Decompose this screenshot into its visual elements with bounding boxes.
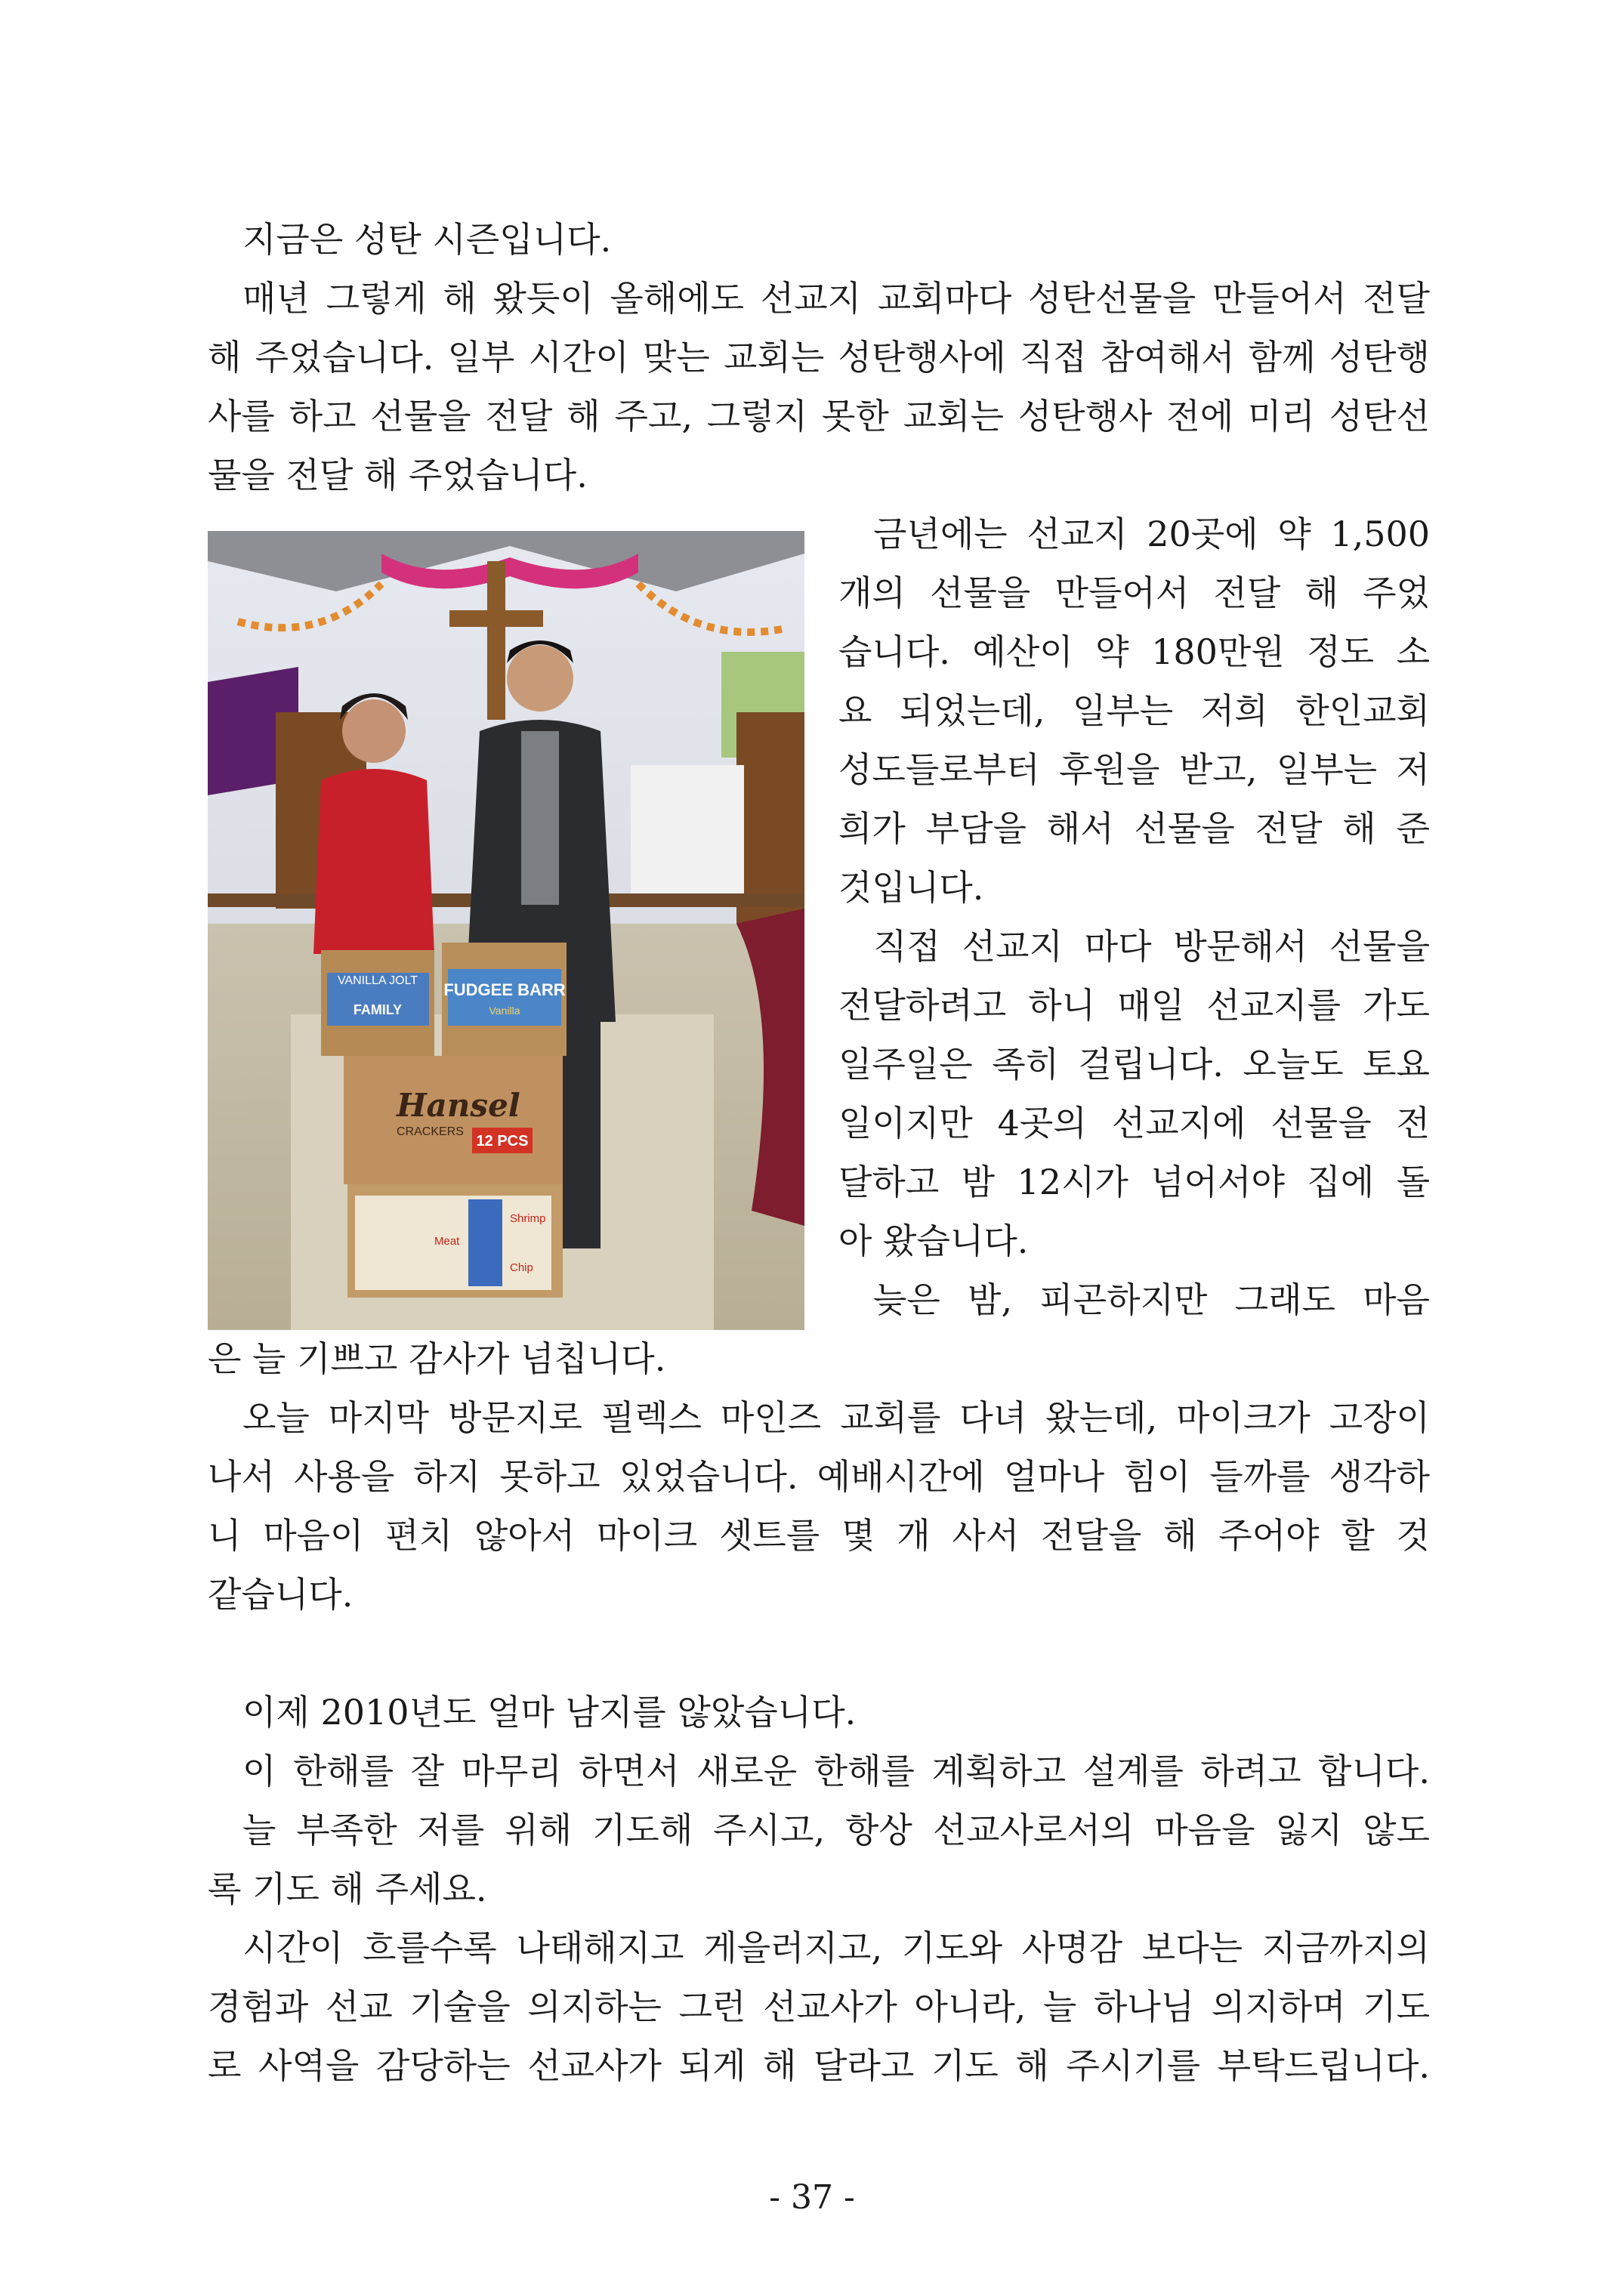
- paragraph-line: 록 기도 해 주세요.: [208, 1869, 487, 1909]
- box-label: Shrimp: [510, 1212, 546, 1225]
- box-label: FUDGEE BARR: [443, 980, 566, 999]
- box-label: CRACKERS: [397, 1125, 464, 1138]
- paragraph-line: 일이지만 4곳의 선교지에 선물을 전: [838, 1103, 1430, 1143]
- paragraph-line: 직접 선교지 마다 방문해서 선물을: [873, 926, 1430, 967]
- paragraph-line: 습니다. 예산이 약 180만원 정도 소: [838, 631, 1430, 672]
- paragraph-line: 은 늘 기쁘고 감사가 넘칩니다.: [208, 1338, 666, 1379]
- paragraph-line: 매년 그렇게 해 왔듯이 올해에도 선교지 교회마다 성탄선물을 만들어서 전달: [242, 278, 1430, 319]
- box-label: Vanilla: [489, 1005, 520, 1017]
- paragraph-line: 일주일은 족히 걸립니다. 오늘도 토요: [838, 1044, 1430, 1085]
- paragraph-line: 희가 부담을 해서 선물을 전달 해 준: [838, 808, 1430, 849]
- paragraph-line: 것입니다.: [838, 867, 984, 908]
- paragraph-line: 해 주었습니다. 일부 시간이 맞는 교회는 성탄행사에 직접 참여해서 함께 성탄행: [208, 337, 1430, 378]
- paragraph-line: 달하고 밤 12시가 넘어서야 집에 돌: [838, 1162, 1430, 1202]
- paragraph-line: 같습니다.: [208, 1574, 354, 1615]
- paragraph-line: 늘 부족한 저를 위해 기도해 주시고, 항상 선교사로서의 마음을 잃지 않도: [242, 1810, 1430, 1850]
- paragraph-line: 사를 하고 선물을 전달 해 주고, 그렇지 못한 교회는 성탄행사 전에 미리 성탄선: [208, 396, 1430, 437]
- paragraph-line: 늦은 밤, 피곤하지만 그래도 마음: [873, 1279, 1430, 1320]
- page-number: - 37 -: [769, 2178, 855, 2217]
- paragraph-line: 물을 전달 해 주었습니다.: [208, 455, 588, 495]
- box-label: FAMILY: [353, 1002, 403, 1017]
- box-label: Chip: [510, 1261, 533, 1274]
- paragraph-line: 성도들로부터 후원을 받고, 일부는 저: [838, 749, 1430, 790]
- paragraph-line: 지금은 성탄 시즌입니다.: [242, 219, 612, 260]
- box-label: VANILLA JOLT: [337, 974, 418, 987]
- box-label: 12 PCS: [476, 1133, 529, 1150]
- paragraph-line: 이 한해를 잘 마무리 하면서 새로운 한해를 계획하고 설계를 하려고 합니다.: [242, 1751, 1430, 1792]
- paragraph-line: 오늘 마지막 방문지로 필렉스 마인즈 교회를 다녀 왔는데, 마이크가 고장이: [242, 1397, 1430, 1438]
- paragraph-line: 개의 선물을 만들어서 전달 해 주었: [838, 572, 1430, 613]
- paragraph-line: 시간이 흐를수록 나태해지고 게을러지고, 기도와 사명감 보다는 지금까지의: [242, 1927, 1430, 1968]
- paragraph-line: 나서 사용을 하지 못하고 있었습니다. 예배시간에 얼마나 힘이 들까를 생각하: [208, 1456, 1430, 1497]
- paragraph-line: 전달하려고 하니 매일 선교지를 가도: [838, 985, 1430, 1026]
- paragraph-line: 이제 2010년도 얼마 남지를 않았습니다.: [242, 1692, 857, 1733]
- box-label: Meat: [434, 1235, 460, 1248]
- church-photo: [208, 531, 804, 1330]
- box-label: Hansel: [397, 1087, 520, 1124]
- paragraph-line: 니 마음이 편치 않아서 마이크 셋트를 몇 개 사서 전달을 해 주어야 할 것: [208, 1515, 1430, 1556]
- paragraph-line: 요 되었는데, 일부는 저희 한인교회: [838, 690, 1430, 731]
- paragraph-line: 금년에는 선교지 20곳에 약 1,500: [873, 514, 1430, 554]
- paragraph-line: 아 왔습니다.: [838, 1221, 1029, 1261]
- paragraph-line: 경험과 선교 기술을 의지하는 그런 선교사가 아니라, 늘 하나님 의지하며 기도: [208, 1986, 1430, 2027]
- paragraph-line: 로 사역을 감당하는 선교사가 되게 해 달라고 기도 해 주시기를 부탁드립니다.: [208, 2045, 1430, 2086]
